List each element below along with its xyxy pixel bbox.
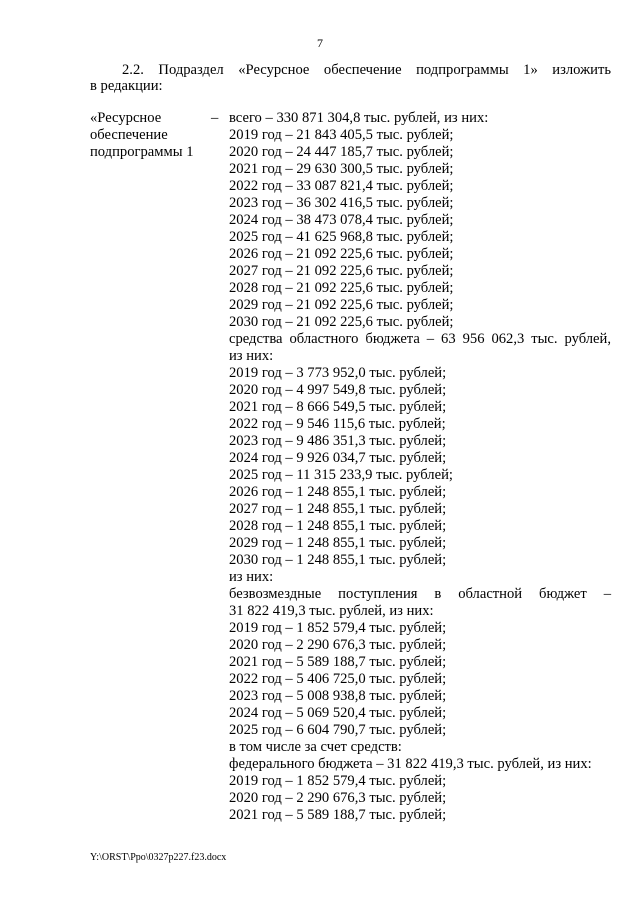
funding-line: всего – 330 871 304,8 тыс. рублей, из них:: [229, 110, 489, 126]
funding-line: 2028 год – 1 248 855,1 тыс. рублей;: [229, 518, 447, 534]
funding-line: 2020 год – 2 290 676,3 тыс. рублей;: [229, 790, 447, 806]
funding-line: 2030 год – 21 092 225,6 тыс. рублей;: [229, 314, 454, 330]
label-line-2: обеспечение: [90, 127, 168, 143]
funding-line: 2020 год – 2 290 676,3 тыс. рублей;: [229, 637, 447, 653]
funding-line: 2028 год – 21 092 225,6 тыс. рублей;: [229, 280, 454, 296]
funding-line: 2022 год – 33 087 821,4 тыс. рублей;: [229, 178, 454, 194]
label-line-3: подпрограммы 1: [90, 144, 194, 160]
label-dash: –: [211, 110, 219, 126]
funding-line: 2029 год – 21 092 225,6 тыс. рублей;: [229, 297, 454, 313]
funding-line: 2023 год – 9 486 351,3 тыс. рублей;: [229, 433, 447, 449]
funding-line: 2024 год – 5 069 520,4 тыс. рублей;: [229, 705, 447, 721]
funding-line: 2024 год – 9 926 034,7 тыс. рублей;: [229, 450, 447, 466]
funding-line: 2021 год – 8 666 549,5 тыс. рублей;: [229, 399, 447, 415]
intro-paragraph: [90, 62, 611, 94]
funding-line: 2023 год – 36 302 416,5 тыс. рублей;: [229, 195, 454, 211]
funding-line: 2025 год – 11 315 233,9 тыс. рублей;: [229, 467, 453, 483]
section-label: [90, 110, 210, 161]
funding-line: 2025 год – 41 625 968,8 тыс. рублей;: [229, 229, 454, 245]
funding-lines: [229, 110, 611, 824]
file-path-footer: Y:\ORST\Ppo\0327p227.f23.docx: [90, 852, 227, 863]
funding-line: 2027 год – 1 248 855,1 тыс. рублей;: [229, 501, 447, 517]
funding-line: 2023 год – 5 008 938,8 тыс. рублей;: [229, 688, 447, 704]
funding-line: в том числе за счет средств:: [229, 739, 402, 755]
funding-line: 2026 год – 1 248 855,1 тыс. рублей;: [229, 484, 447, 500]
funding-line: 2019 год – 1 852 579,4 тыс. рублей;: [229, 620, 447, 636]
funding-line: 2030 год – 1 248 855,1 тыс. рублей;: [229, 552, 447, 568]
funding-line: из них:: [229, 348, 274, 364]
funding-line: 2022 год – 9 546 115,6 тыс. рублей;: [229, 416, 446, 432]
funding-line: из них:: [229, 569, 274, 585]
intro-line-2: в редакции:: [90, 78, 163, 94]
funding-line: федерального бюджета – 31 822 419,3 тыс. рублей, из них:: [229, 756, 592, 772]
funding-line: 2024 год – 38 473 078,4 тыс. рублей;: [229, 212, 454, 228]
funding-line: 2021 год – 5 589 188,7 тыс. рублей;: [229, 807, 447, 823]
funding-line: 2029 год – 1 248 855,1 тыс. рублей;: [229, 535, 447, 551]
funding-line: 2025 год – 6 604 790,7 тыс. рублей;: [229, 722, 447, 738]
page-number: 7: [317, 36, 323, 50]
funding-line: средства областного бюджета – 63 956 062,3 тыс. рублей,: [229, 331, 611, 347]
label-line-1: «Ресурсное: [90, 110, 162, 126]
funding-line: 2019 год – 3 773 952,0 тыс. рублей;: [229, 365, 447, 381]
funding-line: 2020 год – 4 997 549,8 тыс. рублей;: [229, 382, 447, 398]
funding-line: 2022 год – 5 406 725,0 тыс. рублей;: [229, 671, 447, 687]
funding-line: 2021 год – 5 589 188,7 тыс. рублей;: [229, 654, 447, 670]
funding-line: 2019 год – 1 852 579,4 тыс. рублей;: [229, 773, 447, 789]
funding-line: 2020 год – 24 447 185,7 тыс. рублей;: [229, 144, 454, 160]
funding-line: 2027 год – 21 092 225,6 тыс. рублей;: [229, 263, 454, 279]
funding-line: 31 822 419,3 тыс. рублей, из них:: [229, 603, 434, 619]
funding-line: 2026 год – 21 092 225,6 тыс. рублей;: [229, 246, 454, 262]
funding-line: 2019 год – 21 843 405,5 тыс. рублей;: [229, 127, 454, 143]
funding-line: безвозмездные поступления в областной бюджет –: [229, 586, 611, 602]
funding-line: 2021 год – 29 630 300,5 тыс. рублей;: [229, 161, 454, 177]
intro-line-1: 2.2. Подраздел «Ресурсное обеспечение подпрограммы 1» изложить: [122, 62, 611, 78]
